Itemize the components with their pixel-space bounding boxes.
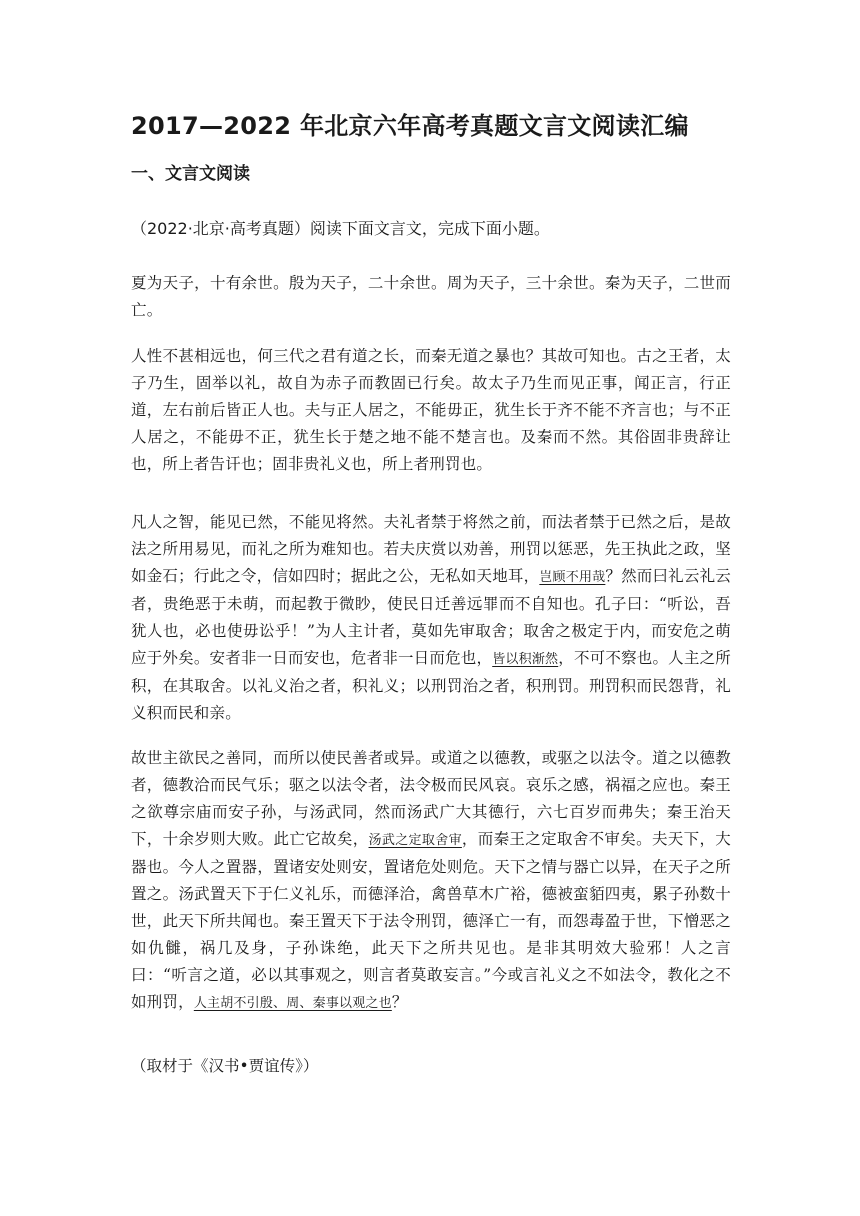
section-heading: 一、文言文阅读 [131,164,250,184]
passage-paragraph-1: 夏为天子，十有余世。殷为天子，二十余世。周为天子，三十余世。秦为天子，二世而亡。 [131,274,731,319]
passage-text: ，不可不察也。人主之所积，在其取舍。以礼义治之者，积礼义；以刑罚治之者，积刑罚。刑罚积而民怨背，礼义积而民和亲。 [131,649,731,722]
passage-text: 故世主欲民之善同，而所以使民善者或异。或道之以德教，或驱之以法令。道之以德教者，德教洽而民气乐；驱之以法令者，法令极而民风哀。哀乐之感，祸福之应也。秦王之欲尊宗庙而安子孙，与汤武同，然而汤武广大其德行，六七百岁而弗失；秦王治天下，十余岁则大败。此亡它故矣， [131,749,731,848]
passage-paragraph-4 [131,745,731,1017]
underlined-phrase: 皆以积渐然 [492,652,559,667]
passage-paragraph-2: 人性不甚相远也，何三代之君有道之长，而秦无道之暴也？其故可知也。古之王者，太子乃生，固举以礼，故自为赤子而教固已行矣。故太子乃生而见正事，闻正言，行正道，左右前后皆正人也。夫与正人居之，不能毋正，犹生长于齐不能不齐言也；与不正人居之，不能毋不正，犹生长于楚之地不能不楚言也。及秦而不然。其俗固非贵辞让也，所上者告讦也；固非贵礼义也，所上者刑罚也。 [131,347,731,473]
document-title: 2017—2022 年北京六年高考真题文言文阅读汇编 [131,112,689,140]
passage-text: ？然而曰礼云礼云者，贵绝恶于未萌，而起教于微眇，使民日迁善远罪而不自知也。孔子曰：“听讼，吾犹人也，必也使毋讼乎！”为人主计者，莫如先审取舍；取舍之极定于内，而安危之萌应于外矣。安者非一日而安也，危者非一日而危也， [131,567,731,667]
passage-text: ，而秦王之定取舍不审矣。夫天下，大器也。今人之置器，置诸安处则安，置诸危处则危。天下之情与器亡以异，在天子之所置之。汤武置天下于仁义礼乐，而德泽洽，禽兽草木广裕，德被蛮貊四夷，累子孙数十世，此天下所共闻也。秦王置天下于法令刑罚，德泽亡一有，而怨毒盈于世，下憎恶之如仇雠，祸几及身，子孙诛绝，此天下之所共见也。是非其明效大验邪！人之言曰：“听言之道，必以其事观之，则言者莫敢妄言。”今或言礼义之不如法令，教化之不如刑罚， [131,830,731,1011]
passage-text: ？ [391,993,408,1011]
passage-paragraph-3 [131,509,731,727]
underlined-phrase: 岂顾不用哉 [539,570,606,585]
passage-text: 凡人之智，能见已然，不能见将然。夫礼者禁于将然之前，而法者禁于已然之后，是故法之所用易见，而礼之所为难知也。若夫庆赏以劝善，刑罚以惩恶，先王执此之政，坚如金石；行此之令，信如四时；据此之公，无私如天地耳， [131,513,731,585]
underlined-phrase: 汤武之定取舍审 [368,833,462,848]
underlined-phrase: 人主胡不引殷、周、秦事以观之也 [193,996,392,1011]
source-citation: （取材于《汉书•贾谊传》） [131,1057,319,1075]
question-intro: （2022·北京·高考真题）阅读下面文言文，完成下面小题。 [131,219,550,238]
